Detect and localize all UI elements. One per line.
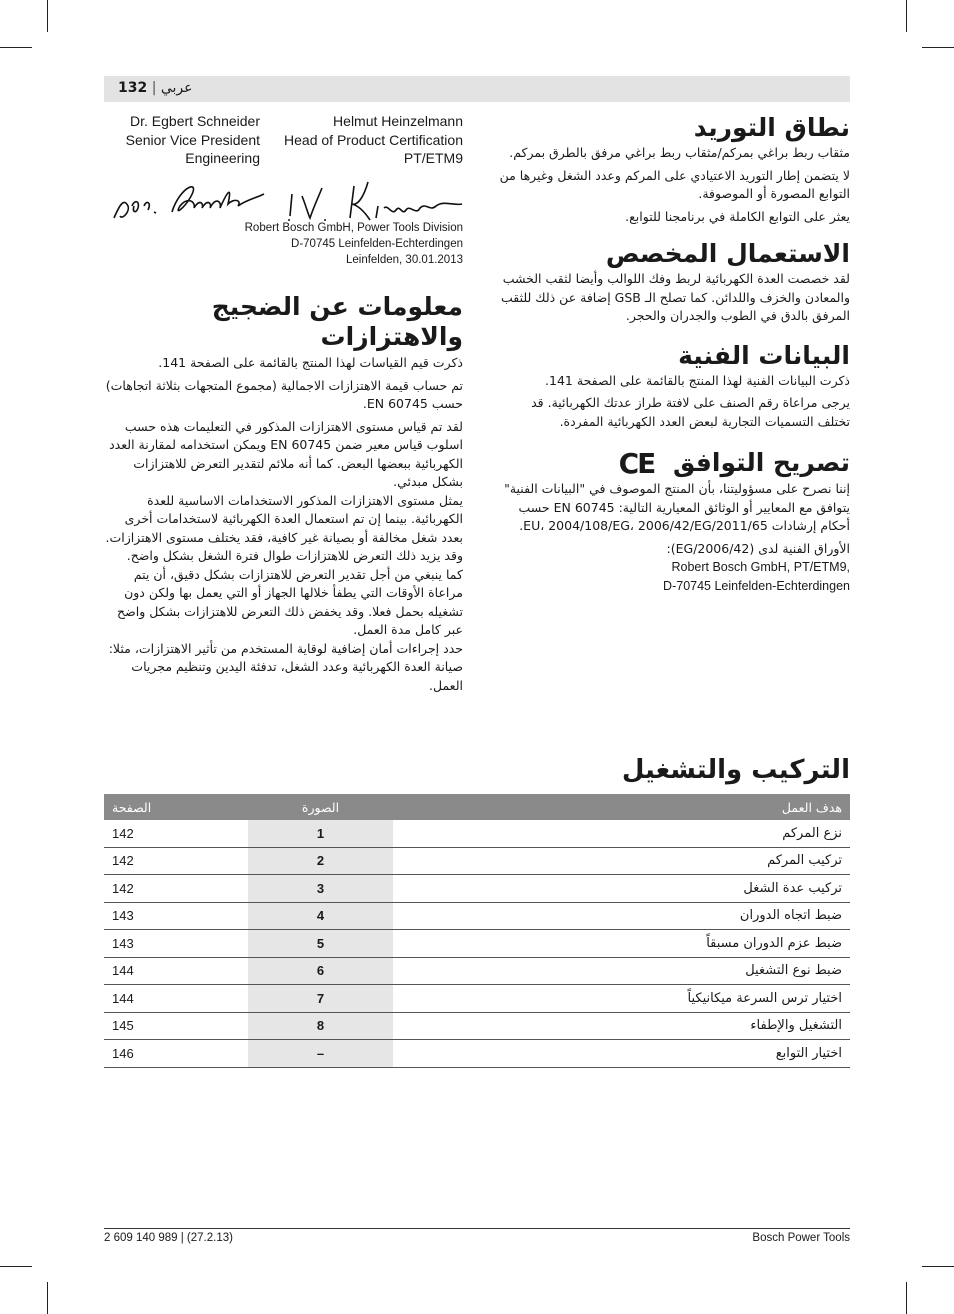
table-header-row <box>104 794 850 820</box>
table-row <box>104 985 850 1013</box>
conformity-address-2: D-70745 Leinfelden-Echterdingen <box>663 578 850 593</box>
page-number: 132 <box>118 80 148 96</box>
company-info <box>245 220 463 268</box>
noise-paragraph: لقد تم قياس مستوى الاهتزازات المذكور في التعليمات هذه حسب اسلوب قياس معير ضمن EN 60745 ويمكن استخدامه لمقارنة العدد الكهربائية ببعضها البعض. كما أنه ملائم لتقدير التعرض للاهتزازات بشكل مبدئي. <box>109 418 463 489</box>
figure-cell: 3 <box>248 875 393 903</box>
signatory-left-title: Senior Vice President <box>125 131 260 148</box>
crop-mark <box>922 47 954 48</box>
footer-brand: Bosch Power Tools <box>752 1232 850 1244</box>
signatory-left-name: Dr. Egbert Schneider <box>130 113 260 129</box>
table-row <box>104 847 850 875</box>
crop-mark <box>0 1266 32 1267</box>
conformity-docs-label: الأوراق الفنية لدى (2006/42/EG): <box>666 540 850 556</box>
header-language: عربي <box>160 80 193 96</box>
task-cell: اختيار التوابع <box>393 1040 850 1068</box>
conformity-title: تصريح التوافق <box>673 448 850 477</box>
column-header-page: الصفحة <box>104 794 248 820</box>
table-row <box>104 820 850 847</box>
page-cell: 145 <box>104 1012 248 1040</box>
column-header-figure: الصورة <box>248 794 393 820</box>
crop-mark <box>47 0 48 32</box>
assembly-title: التركيب والتشغيل <box>621 755 850 785</box>
technical-data-paragraph: ذكرت البيانات الفنية لهذا المنتج بالقائمة على الصفحة 141. <box>545 372 850 388</box>
footer-divider <box>104 1228 850 1229</box>
page-cell: 144 <box>104 957 248 985</box>
figure-cell: 2 <box>248 847 393 875</box>
signature-left-image <box>110 176 270 226</box>
crop-mark <box>47 1282 48 1314</box>
conformity-paragraph: إننا نصرح على مسؤوليتنا، بأن المنتج الموصوف في "البيانات الفنية" يتوافق مع المعايير أو الوثائق المعيارية التالية: EN 60745 حسب أحكام إرشادات 2011/65/EU، 2004/108/EG، 2006/42/EG. <box>504 481 850 533</box>
page-header <box>118 80 193 96</box>
noise-paragraph: حدد إجراءات أمان إضافية لوقاية المستخدم من تأثير الاهتزازات، مثلا: صيانة العدة الكهربائية وعدد الشغل، تدفئة اليدين وتنظيم مجريات العمل. <box>108 640 463 693</box>
header-separator: | <box>151 80 157 96</box>
page-cell: 142 <box>104 875 248 903</box>
technical-data-paragraph: يرجى مراعاة رقم الصنف على لافتة طراز عدتك الكهربائية. قد تختلف التسميات التجارية لبعض العدد الكهربائية المفردة. <box>531 395 850 429</box>
header-bar <box>104 76 850 102</box>
task-cell: ضبط اتجاه الدوران <box>393 902 850 930</box>
task-cell: التشغيل والإطفاء <box>393 1012 850 1040</box>
task-cell: تركيب عدة الشغل <box>393 875 850 903</box>
page-cell: 144 <box>104 985 248 1013</box>
technical-data-title: البيانات الفنية <box>678 340 850 370</box>
noise-paragraph: تم حساب قيمة الاهتزازات الاجمالية (مجموع المتجهات بثلاثة اتجاهات) حسب EN 60745. <box>105 377 463 411</box>
left-column <box>104 112 463 699</box>
company-line-2: D-70745 Leinfelden-Echterdingen <box>291 238 463 250</box>
crop-mark <box>906 1282 907 1314</box>
figure-cell: 5 <box>248 930 393 958</box>
crop-mark <box>0 47 32 48</box>
noise-paragraph: يمثل مستوى الاهتزازات المذكور الاستخدامات الاساسية للعدة الكهربائية. بينما إن تم استعمال العدة الكهربائية لاستخدامات أخرى بعدد شغل مخالفة أو بصيانة غير كافية، فقد يختلف مستوى الاهتزازات. وقد يزيد ذلك التعرض للاهتزازات طوال فترة الشغل بشكل واضح. <box>105 492 463 563</box>
table-row <box>104 957 850 985</box>
footer-doc-number: 2 609 140 989 | (27.2.13) <box>104 1232 233 1244</box>
delivery-paragraph: مثقاب ربط براغي بمركم/مثقاب ربط براغي مرفق بالطرق بمركم. <box>509 145 850 160</box>
task-cell: تركيب المركم <box>393 847 850 875</box>
signatory-right <box>284 112 463 168</box>
company-line-3: Leinfelden, 30.01.2013 <box>345 254 463 266</box>
task-cell: اختيار ترس السرعة ميكانيكياً <box>393 985 850 1013</box>
noise-title: معلومات عن الضجيج والاهتزازات <box>211 292 463 351</box>
page-cell: 142 <box>104 847 248 875</box>
signatory-left <box>126 112 260 168</box>
page-cell: 143 <box>104 902 248 930</box>
task-cell: ضبط نوع التشغيل <box>393 957 850 985</box>
task-cell: ضبط عزم الدوران مسبقاً <box>393 930 850 958</box>
delivery-paragraph: يعثر على التوابع الكاملة في برنامجنا للتوابع. <box>625 208 850 224</box>
table-row <box>104 875 850 903</box>
delivery-title: نطاق التوريد <box>693 113 850 142</box>
table-row <box>104 1012 850 1040</box>
noise-section <box>104 292 463 695</box>
figure-cell: 6 <box>248 957 393 985</box>
intended-use-title: الاستعمال المخصص <box>605 239 850 268</box>
table-row <box>104 930 850 958</box>
assembly-table <box>104 794 850 1068</box>
signatory-right-dept: PT/ETM9 <box>403 150 463 166</box>
figure-cell: 7 <box>248 985 393 1013</box>
signatory-right-title: Head of Product Certification <box>284 131 463 148</box>
crop-mark <box>906 0 907 32</box>
conformity-title-row <box>497 447 850 480</box>
page-cell: 146 <box>104 1040 248 1068</box>
page-cell: 143 <box>104 930 248 958</box>
intended-use-paragraph: لقد خصصت العدة الكهربائية لربط وفك اللوالب وأيضا لثقب الخشب والمعادن والخزف واللدائن. كما تصلح الـ GSB إضافة عن ذلك للثقب المرفق بالدق في الطوب والجدران والحجر. <box>501 271 850 323</box>
company-line-1: Robert Bosch GmbH, Power Tools Division <box>244 222 463 234</box>
noise-paragraph: ذكرت قيم القياسات لهذا المنتج بالقائمة على الصفحة 141. <box>158 355 463 370</box>
figure-cell: 4 <box>248 902 393 930</box>
page-cell: 142 <box>104 820 248 847</box>
crop-mark <box>922 1266 954 1267</box>
figure-cell: 1 <box>248 820 393 847</box>
delivery-paragraph: لا يتضمن إطار التوريد الاعتيادي على المركم وعدد الشغل وغيرها من التوابع المصورة أو الموصوفة. <box>499 167 850 201</box>
noise-paragraph: كما ينبغي من أجل تقدير التعرض للاهتزازات بشكل دقيق، أن يتم مراعاة الأوقات التي يطفأ خلالها الجهاز أو التي يعمل بها ولكن دون تشغيله بحمل فعلا. وقد يخفض ذلك التعرض للاهتزازات بشكل واضح عبر كامل مدة العمل. <box>117 566 463 637</box>
column-header-task: هدف العمل <box>393 794 850 820</box>
figure-cell: 8 <box>248 1012 393 1040</box>
signature-right-image <box>284 176 464 226</box>
ce-mark-icon: CE <box>618 447 655 480</box>
signatory-left-dept: Engineering <box>185 150 260 166</box>
table-row <box>104 1040 850 1068</box>
conformity-address-1: Robert Bosch GmbH, PT/ETM9, <box>671 560 850 574</box>
table-row <box>104 902 850 930</box>
figure-cell: – <box>248 1040 393 1068</box>
signatory-right-name: Helmut Heinzelmann <box>333 113 463 129</box>
signatures-block <box>104 112 463 272</box>
task-cell: نزع المركم <box>393 820 850 847</box>
right-column <box>497 112 850 595</box>
